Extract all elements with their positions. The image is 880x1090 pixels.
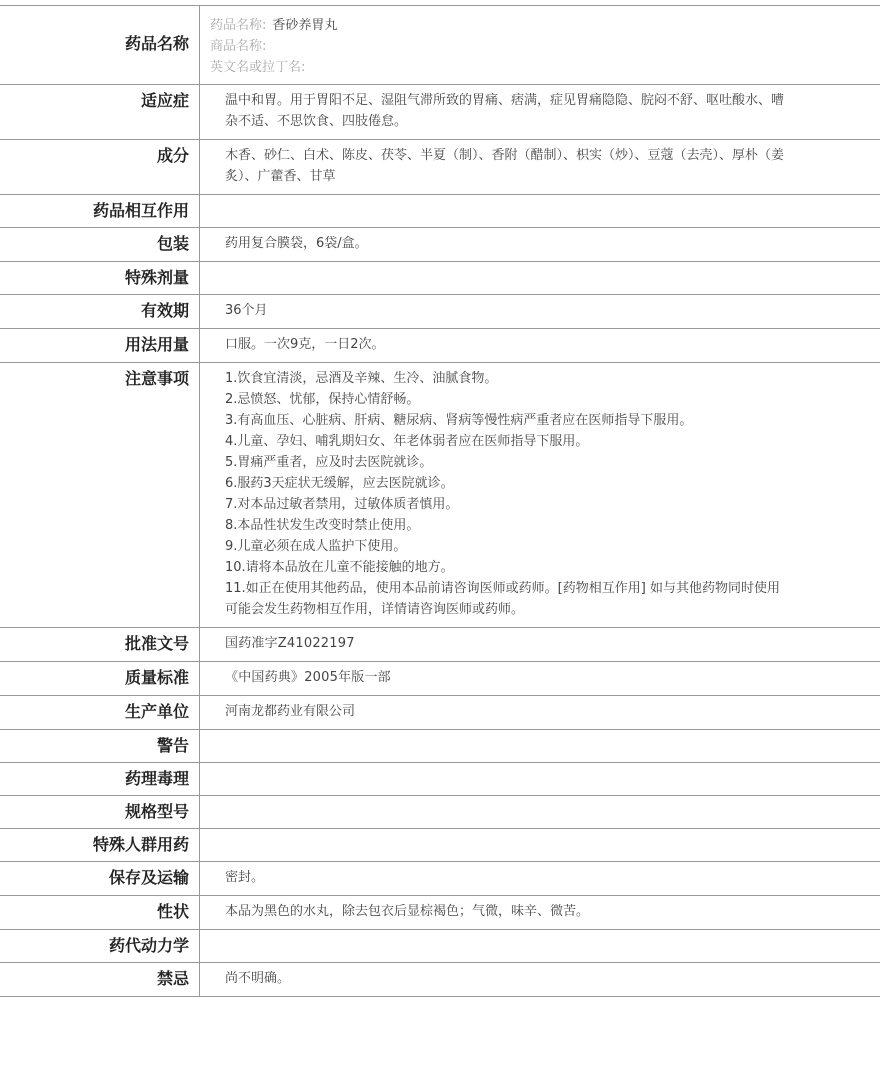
drug-spec-table <box>0 5 880 997</box>
row-label-special-dosage: 特殊剂量 <box>0 262 200 294</box>
row-label-storage: 保存及运输 <box>0 862 200 895</box>
english-name-key: 英文名或拉丁名: <box>210 60 306 75</box>
row-approval <box>0 628 880 662</box>
row-label-spec: 规格型号 <box>0 796 200 828</box>
row-label-pharmacokinetics: 药代动力学 <box>0 930 200 962</box>
row-special-dosage <box>0 262 880 295</box>
precaution-item: 8.本品性状发生改变时禁止使用。 <box>225 518 420 533</box>
row-special-groups <box>0 829 880 862</box>
row-manufacturer <box>0 696 880 730</box>
row-label-standard: 质量标准 <box>0 662 200 695</box>
row-label-precautions: 注意事项 <box>0 363 200 627</box>
row-label-contraindications: 禁忌 <box>0 963 200 996</box>
row-label-drug-name: 药品名称 <box>0 6 200 84</box>
precaution-item: 10.请将本品放在儿童不能接触的地方。 <box>225 560 454 575</box>
precaution-item: 7.对本品过敏者禁用，过敏体质者慎用。 <box>225 497 459 512</box>
precaution-item: 6.服药3天症状无缓解，应去医院就诊。 <box>225 476 454 491</box>
row-usage <box>0 329 880 363</box>
row-value-warning <box>200 730 880 762</box>
row-label-indications: 适应症 <box>0 85 200 139</box>
row-packaging <box>0 228 880 262</box>
english-name-line <box>210 57 870 78</box>
row-value-pharmacokinetics <box>200 930 880 962</box>
precaution-item: 3.有高血压、心脏病、肝病、糖尿病、肾病等慢性病严重者应在医师指导下服用。 <box>225 413 693 428</box>
row-pharmacology <box>0 763 880 796</box>
row-value-indications: 温中和胃。用于胃阳不足、湿阻气滞所致的胃痛、痞满，症见胃痛隐隐、脘闷不舒、呕吐酸水、嘈杂不适、不思饮食、四肢倦怠。 <box>225 93 785 129</box>
generic-name-value: 香砂养胃丸 <box>272 18 338 33</box>
row-value-standard: 《中国药典》2005年版一部 <box>225 670 391 685</box>
row-value-special-dosage <box>200 262 880 294</box>
row-value-approval: 国药准字Z41022197 <box>225 636 355 651</box>
row-value-packaging: 药用复合膜袋，6袋/盒。 <box>225 236 368 251</box>
row-value-usage: 口服。一次9克，一日2次。 <box>225 337 385 352</box>
precaution-item: 1.饮食宜清淡，忌酒及辛辣、生冷、油腻食物。 <box>225 371 498 386</box>
row-label-warning: 警告 <box>0 730 200 762</box>
row-value-ingredients: 木香、砂仁、白术、陈皮、茯苓、半夏（制）、香附（醋制）、枳实（炒）、豆蔻（去壳）、厚朴（姜炙）、广藿香、甘草 <box>225 148 785 184</box>
row-value-shelf-life: 36个月 <box>225 303 268 318</box>
row-indications <box>0 85 880 140</box>
row-pharmacokinetics <box>0 930 880 963</box>
row-label-approval: 批准文号 <box>0 628 200 661</box>
precautions-list <box>200 363 880 627</box>
row-precautions <box>0 363 880 628</box>
row-standard <box>0 662 880 696</box>
row-value-appearance: 本品为黑色的水丸，除去包衣后显棕褐色；气微，味辛、微苦。 <box>225 904 590 919</box>
row-shelf-life <box>0 295 880 329</box>
precaution-item: 5.胃痛严重者，应及时去医院就诊。 <box>225 455 433 470</box>
row-label-interactions: 药品相互作用 <box>0 195 200 227</box>
row-value-manufacturer: 河南龙都药业有限公司 <box>225 704 356 719</box>
generic-name-line <box>210 15 870 36</box>
row-ingredients <box>0 140 880 195</box>
drug-name-block <box>200 6 880 84</box>
row-label-special-groups: 特殊人群用药 <box>0 829 200 861</box>
precaution-item: 4.儿童、孕妇、哺乳期妇女、年老体弱者应在医师指导下服用。 <box>225 434 589 449</box>
row-value-pharmacology <box>200 763 880 795</box>
row-label-packaging: 包装 <box>0 228 200 261</box>
row-label-ingredients: 成分 <box>0 140 200 194</box>
row-interactions <box>0 195 880 228</box>
row-contraindications <box>0 963 880 997</box>
row-drug-name <box>0 6 880 85</box>
generic-name-key: 药品名称: <box>210 18 267 33</box>
row-label-manufacturer: 生产单位 <box>0 696 200 729</box>
row-storage <box>0 862 880 896</box>
row-value-special-groups <box>200 829 880 861</box>
row-value-spec <box>200 796 880 828</box>
row-label-pharmacology: 药理毒理 <box>0 763 200 795</box>
row-value-storage: 密封。 <box>225 870 265 885</box>
row-value-interactions <box>200 195 880 227</box>
row-value-contraindications: 尚不明确。 <box>225 971 291 986</box>
row-appearance <box>0 896 880 930</box>
precaution-item: 2.忌愤怒、忧郁，保持心情舒畅。 <box>225 392 420 407</box>
row-spec <box>0 796 880 829</box>
row-label-usage: 用法用量 <box>0 329 200 362</box>
trade-name-key: 商品名称: <box>210 39 267 54</box>
trade-name-line <box>210 36 870 57</box>
row-label-shelf-life: 有效期 <box>0 295 200 328</box>
row-warning <box>0 730 880 763</box>
precaution-item: 11.如正在使用其他药品，使用本品前请咨询医师或药师。[药物相互作用] 如与其他药物同时使用可能会发生药物相互作用，详情请咨询医师或药师。 <box>225 581 780 617</box>
row-label-appearance: 性状 <box>0 896 200 929</box>
precaution-item: 9.儿童必须在成人监护下使用。 <box>225 539 407 554</box>
